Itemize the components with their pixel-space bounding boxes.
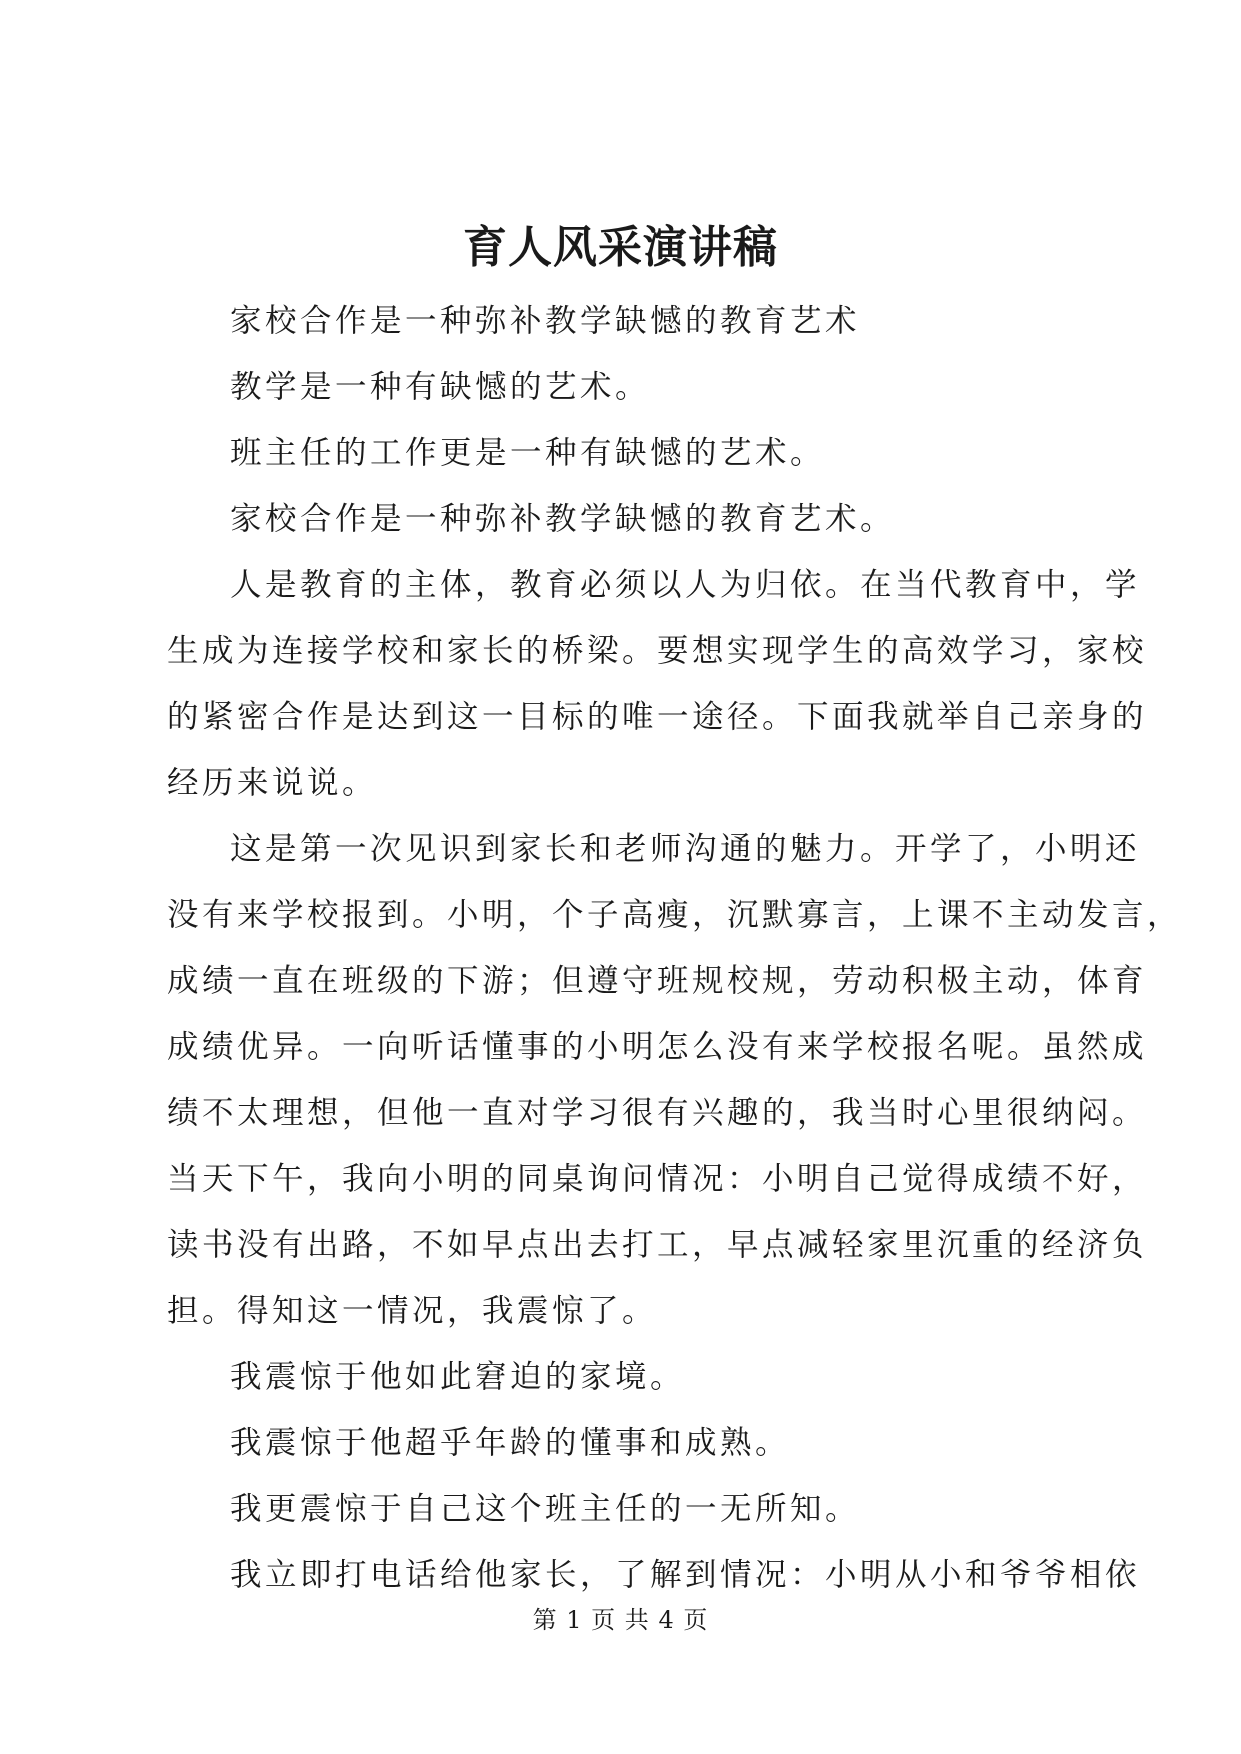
body-line: 生成为连接学校和家长的桥梁。要想实现学生的高效学习，家校 <box>167 633 1148 669</box>
body-line: 成绩一直在班级的下游；但遵守班规校规，劳动积极主动，体育 <box>167 963 1148 999</box>
body-line: 没有来学校报到。小明，个子高瘦，沉默寡言，上课不主动发言， <box>167 897 1183 933</box>
body-line: 我更震惊于自己这个班主任的一无所知。 <box>230 1491 861 1527</box>
body-line: 读书没有出路，不如早点出去打工，早点减轻家里沉重的经济负 <box>167 1227 1148 1263</box>
body-line: 我震惊于他如此窘迫的家境。 <box>230 1359 686 1395</box>
document-body <box>167 288 1183 1608</box>
body-line: 家校合作是一种弥补教学缺憾的教育艺术 <box>230 303 861 339</box>
body-line: 这是第一次见识到家长和老师沟通的魅力。开学了，小明还 <box>230 831 1141 867</box>
body-line: 成绩优异。一向听话懂事的小明怎么没有来学校报名呢。虽然成 <box>167 1029 1148 1065</box>
body-line: 教学是一种有缺憾的艺术。 <box>230 369 651 405</box>
body-line: 经历来说说。 <box>167 765 378 801</box>
body-line: 班主任的工作更是一种有缺憾的艺术。 <box>230 435 826 471</box>
body-line: 我立即打电话给他家长，了解到情况：小明从小和爷爷相依 <box>230 1557 1141 1593</box>
body-line: 家校合作是一种弥补教学缺憾的教育艺术。 <box>230 501 896 537</box>
document-title: 育人风采演讲稿 <box>463 222 778 273</box>
body-line: 当天下午，我向小明的同桌询问情况：小明自己觉得成绩不好， <box>167 1161 1148 1197</box>
body-line: 人是教育的主体，教育必须以人为归依。在当代教育中，学 <box>230 567 1141 603</box>
body-line: 绩不太理想，但他一直对学习很有兴趣的，我当时心里很纳闷。 <box>167 1095 1148 1131</box>
body-line: 的紧密合作是达到这一目标的唯一途径。下面我就举自己亲身的 <box>167 699 1148 735</box>
page-footer: 第 1 页 共 4 页 <box>532 1606 709 1634</box>
body-line: 担。得知这一情况，我震惊了。 <box>167 1293 658 1329</box>
body-line: 我震惊于他超乎年龄的懂事和成熟。 <box>230 1425 791 1461</box>
